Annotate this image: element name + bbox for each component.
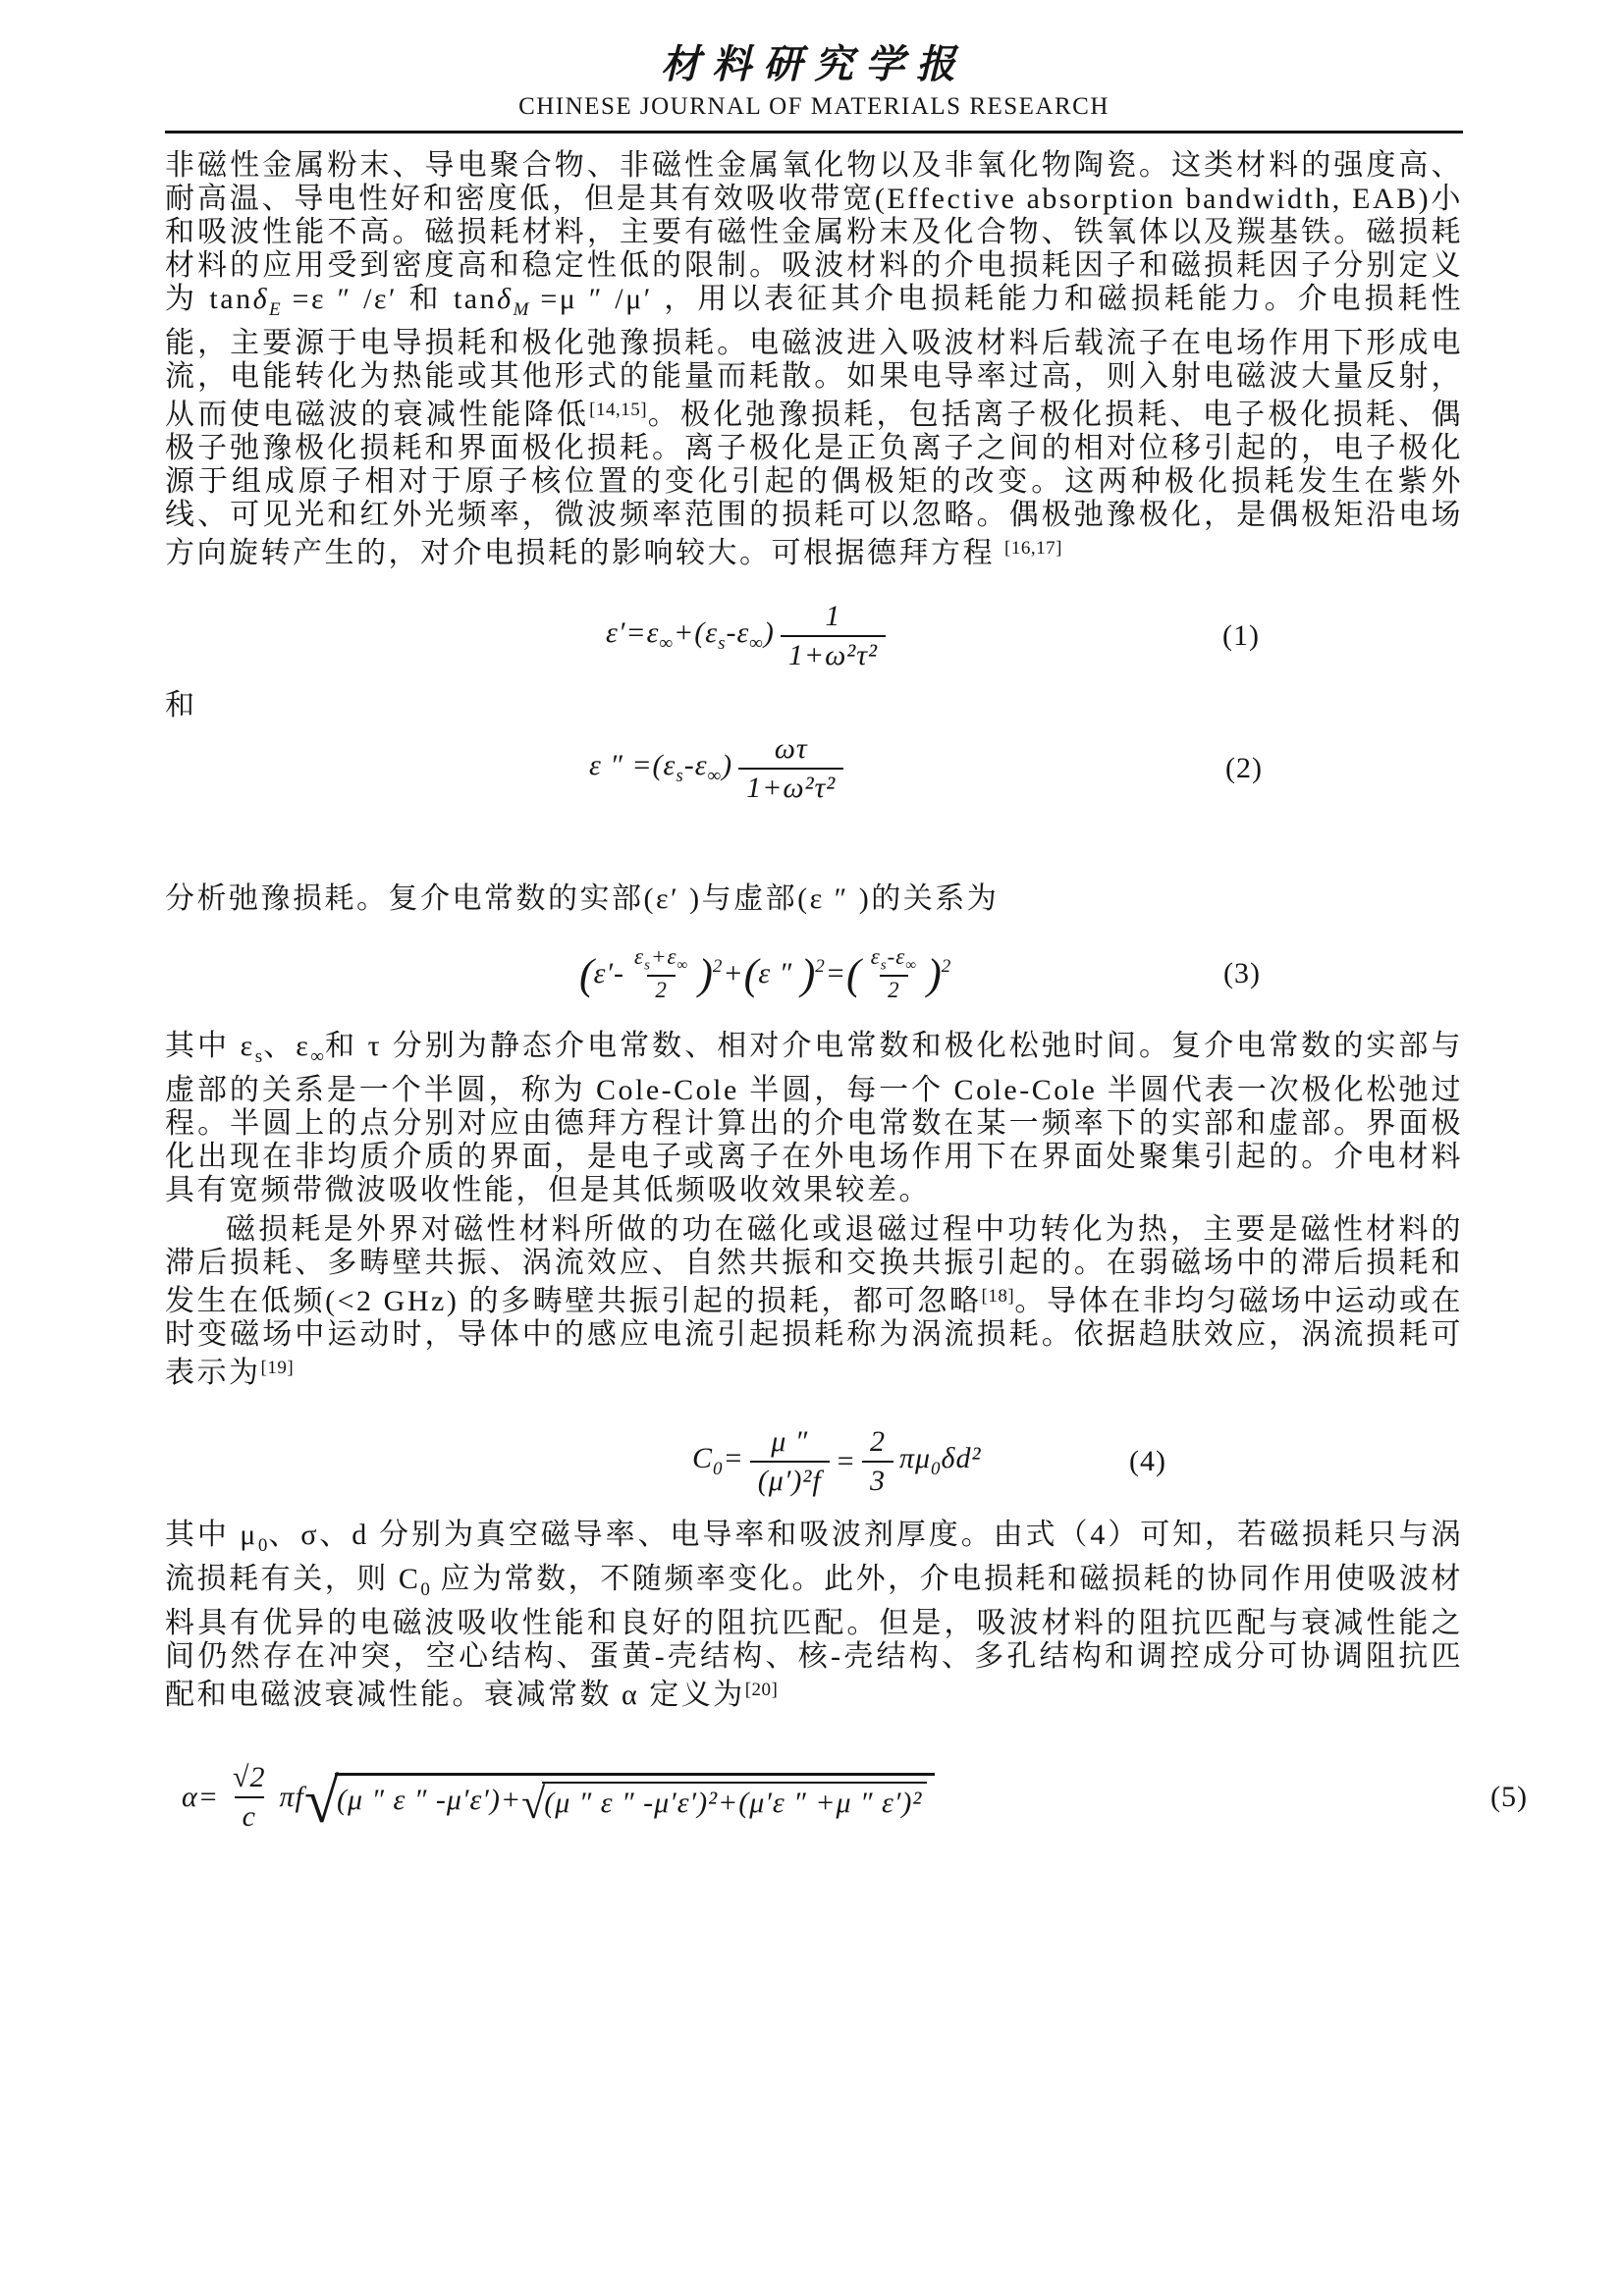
equation-number-2: (2) <box>1225 751 1263 784</box>
equation-5 <box>165 1759 1528 1836</box>
superscript: 2 <box>712 955 724 977</box>
equation-term: (μ ″ ε ″ -μ′ε′)²+(μ′ε ″ +μ ″ ε′)² <box>544 1786 923 1819</box>
fraction-numerator: √2 <box>233 1761 266 1793</box>
fraction-numerator <box>863 943 925 975</box>
fraction <box>750 1423 830 1499</box>
superscript: 2 <box>941 955 952 977</box>
fraction-denominator: 3 <box>862 1461 893 1500</box>
fraction <box>738 730 843 806</box>
radicand <box>542 1782 927 1820</box>
citation-ref: [14,15] <box>589 400 648 420</box>
equation-3 <box>165 939 1463 1008</box>
subscript: ∞ <box>659 633 674 654</box>
equation-term <box>579 949 624 999</box>
equation-2-formula <box>589 730 849 806</box>
equation-term <box>927 949 951 999</box>
text-run: 和 τ 分别为静态介电常数、相对介电常数和极化松弛时间。复介电常数的实部与虚部的关系是一个半圆，称为 Cole-Cole 半圆，每一个 Cole-Cole 半圆代表一次极化松弛过程。半圆上的点分别对应由德拜方程计算出的介电常数在某一频率下的实部和虚部。界面极化出现在非均质介质的界面，是电子或离子在外电场作用下在界面处聚集引起的。介电材料具有宽频带微波吸收性能，但是其低频吸收效果较差。 <box>165 1030 1463 1206</box>
subscript: 0 <box>257 1535 268 1556</box>
fraction-denominator: 1+ω²τ² <box>781 635 886 674</box>
text-run: ε′- <box>593 956 625 989</box>
equation-term <box>899 1442 982 1480</box>
text-run: ε′=ε <box>606 616 660 649</box>
equation-term: πf <box>279 1780 304 1813</box>
citation-ref: [19] <box>260 1358 295 1378</box>
equation-term <box>606 616 775 655</box>
subscript: ∞ <box>707 766 723 786</box>
subscript: 0 <box>420 1579 431 1600</box>
citation-ref: [18] <box>981 1286 1015 1307</box>
fraction-numerator: μ ″ <box>771 1425 809 1458</box>
subscript: ∞ <box>905 958 918 974</box>
text-run: 磁损耗是外界对磁性材料所做的功在磁化或退磁过程中功转化为热，主要是磁性材料的滞后损耗、多畴壁共振、涡流效应、自然共振和交换共振引起的。在弱磁场中的滞后损耗和发生在低频(<2 GHz) 的多畴壁共振引起的损耗，都可忽略 <box>165 1213 1463 1317</box>
connector-word: 和 <box>165 689 197 721</box>
fraction-denominator: 1+ω²τ² <box>738 768 843 807</box>
subscript: s <box>254 1046 263 1067</box>
text-run: -ε <box>683 749 708 781</box>
equation-number-5: (5) <box>1490 1780 1528 1813</box>
text-run: 应为常数，不随频率变化。此外，介电损耗和磁损耗的协同作用使吸波材料具有优异的电磁波吸收性能和良好的阻抗匹配。但是，吸波材料的阻抗匹配与衰减性能之间仍然存在冲突，空心结构、蛋黄-壳结构、核-壳结构、多孔结构和调控成分可协调阻抗匹配和电磁波衰减性能。衰减常数 α 定义为 <box>165 1563 1464 1711</box>
fraction-numerator: 2 <box>869 1425 886 1458</box>
equation-number-3: (3) <box>1223 957 1261 989</box>
right-paren: ) <box>698 949 713 998</box>
equation-number-4: (4) <box>1129 1444 1166 1477</box>
equation-term: = <box>835 1444 856 1477</box>
text-run: 其中 ε <box>165 1030 255 1062</box>
superscript: 2 <box>815 955 826 977</box>
equation-4-formula <box>692 1423 982 1499</box>
equation-4 <box>165 1423 1463 1499</box>
text-run: 非磁性金属粉末、导电聚合物、非磁性金属氧化物以及非氧化物陶瓷。这类材料的强度高、耐高温、导电性好和密度低，但是其有效吸收带宽(Effective absorption bandwidth, EAB)小和吸波性能不高。磁损耗材料，主要有磁性金属粉末及化合物、铁氧体以及羰基铁。磁损耗材料的应用受到密度高和稳定性低的限制。吸波材料的介电损耗因子和磁损耗因子分别定义为 tan <box>165 149 1463 315</box>
subscript: s <box>880 958 888 974</box>
citation-ref: [20] <box>744 1680 779 1700</box>
text-run: 、ε <box>262 1030 311 1062</box>
fraction-numerator: 1 <box>825 600 841 632</box>
text-run: 其中 μ <box>165 1519 258 1551</box>
equation-2 <box>165 730 1463 806</box>
fraction <box>626 943 696 1003</box>
text-run: =ε ″ /ε′ 和 tan <box>281 283 498 315</box>
equation-term: (μ ″ ε ″ -μ′ε′)+ <box>336 1784 522 1816</box>
subscript: ∞ <box>310 1046 325 1067</box>
equation-term <box>692 1442 744 1480</box>
equation-3-formula <box>579 943 951 1003</box>
text-run: δd² <box>941 1442 982 1474</box>
paragraph-3 <box>165 1030 1463 1207</box>
subscript: ∞ <box>749 633 764 654</box>
journal-header <box>165 33 1463 133</box>
paragraph-5 <box>165 1519 1463 1712</box>
left-paren: ( <box>579 949 594 998</box>
right-paren: ) <box>927 949 942 998</box>
fraction <box>862 1423 893 1499</box>
text-run: -ε <box>887 944 906 970</box>
fraction-denominator: 2 <box>647 975 676 1004</box>
fraction-denominator: 2 <box>880 975 908 1004</box>
subscript: 0 <box>931 1459 942 1479</box>
equation-1-formula <box>606 598 892 673</box>
right-paren: ) <box>800 949 816 998</box>
text-run: = <box>723 1442 744 1474</box>
text-run: =μ ″ /μ′ ，用以表征其介电损耗能力和磁损耗能力。介电损耗性能，主要源于电导损耗和极化弛豫损耗。电磁波进入吸波材料后载流子在电场作用下形成电流，电能转化为热能或其他形式的能量而耗散。如果电导率过高，则入射电磁波大量反射，从而使电磁波的衰减性能降低 <box>165 283 1463 431</box>
delta-symbol: δ <box>252 283 270 315</box>
paragraph-1 <box>165 149 1463 570</box>
radical-sign-icon: √ <box>521 1780 547 1829</box>
radicand <box>335 1773 935 1829</box>
fraction <box>863 943 925 1003</box>
text-run: +(ε <box>674 616 719 649</box>
subscript: ∞ <box>677 958 689 974</box>
text-run: C <box>692 1442 714 1474</box>
page-body <box>165 149 1528 1836</box>
text-run: -ε <box>726 616 750 649</box>
subscript: 0 <box>713 1459 724 1479</box>
paragraph-2: 分析弛豫损耗。复介电常数的实部(ε′ )与虚部(ε ″ )的关系为 <box>165 882 1000 915</box>
subscript: M <box>513 299 529 320</box>
text-run: = <box>825 956 847 989</box>
left-paren: ( <box>743 949 759 998</box>
square-root <box>303 1765 936 1836</box>
text-run: ε ″ <box>758 956 801 989</box>
header-divider-line <box>165 131 1463 133</box>
citation-ref: [16,17] <box>1004 538 1062 559</box>
text-run: + <box>723 956 744 989</box>
journal-title-chinese: 材料研究学报 <box>661 42 967 86</box>
equation-number-1: (1) <box>1222 618 1260 652</box>
subscript: E <box>269 299 282 320</box>
text-run: ) <box>763 616 775 649</box>
text-run: ε ″ =(ε <box>589 749 677 781</box>
journal-title-english: CHINESE JOURNAL OF MATERIALS RESEARCH <box>518 93 1110 120</box>
text-run: ) <box>722 749 733 781</box>
text-run: ε <box>634 944 645 970</box>
fraction-numerator: ωτ <box>774 732 808 765</box>
text-run: +ε <box>650 944 677 970</box>
equation-term <box>589 749 732 787</box>
square-root <box>521 1780 927 1829</box>
equation-5-formula <box>182 1759 935 1835</box>
fraction-denominator: c <box>235 1796 264 1836</box>
fraction <box>225 1759 273 1835</box>
text-run: 、σ、d 分别为真空磁导率、电导率和吸波剂厚度。由式（4）可知，若磁损耗只与涡流损耗有关，则 C <box>165 1519 1464 1595</box>
fraction <box>781 598 886 673</box>
fraction-numerator <box>626 943 696 975</box>
fraction-denominator: (μ′)²f <box>750 1461 830 1500</box>
equation-term: α= <box>182 1780 219 1813</box>
subscript: s <box>644 958 651 974</box>
paragraph-4 <box>165 1213 1463 1390</box>
left-paren: ( <box>846 949 861 998</box>
subscript: s <box>676 766 684 786</box>
delta-symbol: δ <box>497 283 514 315</box>
subscript: s <box>718 633 727 654</box>
text-run: 。极化弛豫损耗，包括离子极化损耗、电子极化损耗、偶极子弛豫极化损耗和界面极化损耗。离子极化是正负离子之间的相对位移引起的，电子极化源于组成原子相对于原子核位置的变化引起的偶极矩的改变。这两种极化损耗发生在紫外线、可见光和红外光频率，微波频率范围的损耗可以忽略。偶极弛豫极化，是偶极矩沿电场方向旋转产生的，对介电损耗的影响较大。可根据德拜方程 <box>165 399 1464 569</box>
radical-sign-icon: √ <box>303 1765 340 1836</box>
text-run: ε <box>870 944 881 970</box>
text-run: 。导体在非均匀磁场中运动或在时变磁场中运动时，导体中的感应电流引起损耗称为涡流损耗。依据趋肤效应，涡流损耗可表示为 <box>165 1285 1464 1389</box>
equation-term <box>698 949 860 999</box>
text-run: πμ <box>898 1442 932 1474</box>
equation-1 <box>165 598 1463 673</box>
